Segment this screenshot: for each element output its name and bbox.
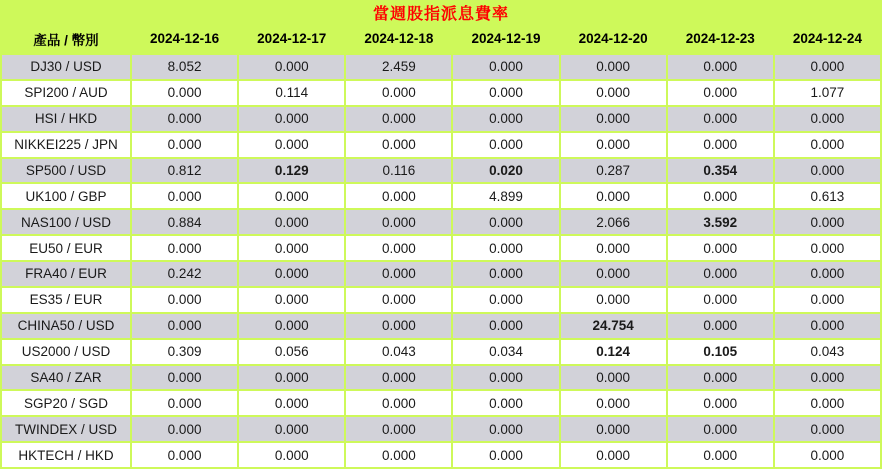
value-cell: 0.000 [238, 183, 345, 209]
product-cell: SPI200 / AUD [1, 80, 131, 106]
value-cell: 0.000 [131, 106, 238, 132]
value-cell: 0.000 [560, 416, 667, 442]
table-row [1, 390, 881, 416]
product-cell: SA40 / ZAR [1, 365, 131, 391]
value-cell: 0.000 [131, 390, 238, 416]
value-cell: 0.000 [560, 54, 667, 80]
value-cell: 3.592 [667, 209, 774, 235]
product-cell: TWINDEX / USD [1, 416, 131, 442]
value-cell: 0.000 [774, 365, 881, 391]
value-cell: 0.000 [452, 287, 559, 313]
value-cell: 0.613 [774, 183, 881, 209]
value-cell: 0.000 [131, 80, 238, 106]
value-cell: 0.000 [774, 106, 881, 132]
value-cell: 0.000 [238, 365, 345, 391]
value-cell: 0.000 [774, 313, 881, 339]
value-cell: 0.000 [238, 390, 345, 416]
value-cell: 0.000 [238, 106, 345, 132]
value-cell: 0.000 [774, 416, 881, 442]
value-cell: 0.000 [667, 80, 774, 106]
value-cell: 0.000 [238, 209, 345, 235]
value-cell: 0.000 [345, 132, 452, 158]
value-cell: 0.000 [238, 54, 345, 80]
value-cell: 0.000 [667, 132, 774, 158]
value-cell: 0.000 [452, 132, 559, 158]
value-cell: 0.000 [452, 209, 559, 235]
value-cell: 8.052 [131, 54, 238, 80]
value-cell: 0.000 [345, 313, 452, 339]
value-cell: 0.000 [238, 442, 345, 468]
value-cell: 0.000 [667, 390, 774, 416]
product-cell: UK100 / GBP [1, 183, 131, 209]
product-cell: SP500 / USD [1, 158, 131, 184]
value-cell: 0.000 [667, 183, 774, 209]
table-row [1, 132, 881, 158]
value-cell: 0.000 [774, 235, 881, 261]
value-cell: 0.000 [131, 313, 238, 339]
value-cell: 0.056 [238, 339, 345, 365]
value-cell: 0.000 [667, 261, 774, 287]
value-cell: 0.000 [131, 287, 238, 313]
product-cell: ES35 / EUR [1, 287, 131, 313]
value-cell: 0.000 [131, 132, 238, 158]
value-cell: 0.000 [774, 261, 881, 287]
value-cell: 0.000 [560, 235, 667, 261]
value-cell: 0.000 [774, 390, 881, 416]
table-row [1, 158, 881, 184]
column-header-date: 2024-12-24 [774, 24, 881, 54]
value-cell: 0.000 [345, 209, 452, 235]
column-header-date: 2024-12-18 [345, 24, 452, 54]
value-cell: 0.116 [345, 158, 452, 184]
column-header-date: 2024-12-17 [238, 24, 345, 54]
value-cell: 0.000 [238, 261, 345, 287]
product-cell: EU50 / EUR [1, 235, 131, 261]
table-row [1, 313, 881, 339]
value-cell: 0.000 [452, 416, 559, 442]
value-cell: 0.114 [238, 80, 345, 106]
value-cell: 0.000 [774, 209, 881, 235]
table-row [1, 416, 881, 442]
table-row [1, 209, 881, 235]
value-cell: 0.034 [452, 339, 559, 365]
table-row [1, 261, 881, 287]
value-cell: 0.043 [774, 339, 881, 365]
table-row [1, 106, 881, 132]
product-cell: CHINA50 / USD [1, 313, 131, 339]
value-cell: 0.000 [345, 106, 452, 132]
table-row [1, 365, 881, 391]
value-cell: 0.000 [238, 287, 345, 313]
value-cell: 0.000 [345, 442, 452, 468]
value-cell: 0.000 [667, 365, 774, 391]
value-cell: 0.000 [452, 106, 559, 132]
value-cell: 0.000 [774, 158, 881, 184]
value-cell: 0.000 [238, 313, 345, 339]
page-title: 當週股指派息費率 [1, 0, 881, 24]
value-cell: 0.000 [345, 261, 452, 287]
column-header-row [1, 24, 881, 54]
value-cell: 0.000 [131, 442, 238, 468]
value-cell: 0.124 [560, 339, 667, 365]
product-cell: SGP20 / SGD [1, 390, 131, 416]
value-cell: 0.000 [345, 365, 452, 391]
value-cell: 0.000 [667, 235, 774, 261]
column-header-date: 2024-12-16 [131, 24, 238, 54]
value-cell: 24.754 [560, 313, 667, 339]
value-cell: 0.000 [345, 390, 452, 416]
title-row [1, 0, 881, 24]
value-cell: 0.000 [345, 235, 452, 261]
column-header-date: 2024-12-20 [560, 24, 667, 54]
value-cell: 0.000 [345, 183, 452, 209]
table-row [1, 235, 881, 261]
value-cell: 2.459 [345, 54, 452, 80]
table-row [1, 442, 881, 468]
value-cell: 0.000 [238, 416, 345, 442]
table-row [1, 339, 881, 365]
value-cell: 0.043 [345, 339, 452, 365]
value-cell: 0.000 [452, 390, 559, 416]
value-cell: 0.000 [667, 416, 774, 442]
value-cell: 0.000 [560, 390, 667, 416]
value-cell: 0.000 [345, 287, 452, 313]
value-cell: 1.077 [774, 80, 881, 106]
value-cell: 0.000 [452, 80, 559, 106]
value-cell: 0.000 [667, 106, 774, 132]
table-body [1, 54, 881, 468]
value-cell: 0.105 [667, 339, 774, 365]
table-row [1, 54, 881, 80]
value-cell: 0.000 [452, 261, 559, 287]
product-cell: HKTECH / HKD [1, 442, 131, 468]
value-cell: 0.000 [667, 442, 774, 468]
table-row [1, 183, 881, 209]
value-cell: 0.000 [667, 287, 774, 313]
column-header-date: 2024-12-19 [452, 24, 559, 54]
value-cell: 0.000 [238, 235, 345, 261]
product-cell: US2000 / USD [1, 339, 131, 365]
value-cell: 0.812 [131, 158, 238, 184]
value-cell: 0.000 [774, 132, 881, 158]
value-cell: 2.066 [560, 209, 667, 235]
product-cell: NIKKEI225 / JPN [1, 132, 131, 158]
value-cell: 0.884 [131, 209, 238, 235]
value-cell: 0.000 [560, 80, 667, 106]
value-cell: 0.129 [238, 158, 345, 184]
product-cell: HSI / HKD [1, 106, 131, 132]
value-cell: 0.000 [238, 132, 345, 158]
value-cell: 0.000 [452, 365, 559, 391]
value-cell: 4.899 [452, 183, 559, 209]
value-cell: 0.000 [452, 313, 559, 339]
value-cell: 0.000 [667, 313, 774, 339]
value-cell: 0.000 [560, 442, 667, 468]
value-cell: 0.000 [774, 442, 881, 468]
value-cell: 0.000 [345, 80, 452, 106]
value-cell: 0.000 [774, 54, 881, 80]
value-cell: 0.000 [560, 287, 667, 313]
value-cell: 0.000 [452, 54, 559, 80]
value-cell: 0.000 [560, 183, 667, 209]
value-cell: 0.000 [452, 235, 559, 261]
value-cell: 0.354 [667, 158, 774, 184]
value-cell: 0.309 [131, 339, 238, 365]
value-cell: 0.000 [560, 132, 667, 158]
value-cell: 0.000 [131, 183, 238, 209]
product-cell: NAS100 / USD [1, 209, 131, 235]
table-row [1, 80, 881, 106]
product-cell: DJ30 / USD [1, 54, 131, 80]
product-cell: FRA40 / EUR [1, 261, 131, 287]
value-cell: 0.000 [345, 416, 452, 442]
value-cell: 0.020 [452, 158, 559, 184]
value-cell: 0.000 [560, 261, 667, 287]
value-cell: 0.000 [131, 235, 238, 261]
value-cell: 0.000 [560, 365, 667, 391]
value-cell: 0.000 [667, 54, 774, 80]
value-cell: 0.000 [452, 442, 559, 468]
value-cell: 0.000 [131, 365, 238, 391]
table-row [1, 287, 881, 313]
value-cell: 0.242 [131, 261, 238, 287]
value-cell: 0.000 [560, 106, 667, 132]
value-cell: 0.000 [131, 416, 238, 442]
value-cell: 0.287 [560, 158, 667, 184]
column-header-date: 2024-12-23 [667, 24, 774, 54]
column-header-product: 產品 / 幣別 [1, 24, 131, 54]
value-cell: 0.000 [774, 287, 881, 313]
